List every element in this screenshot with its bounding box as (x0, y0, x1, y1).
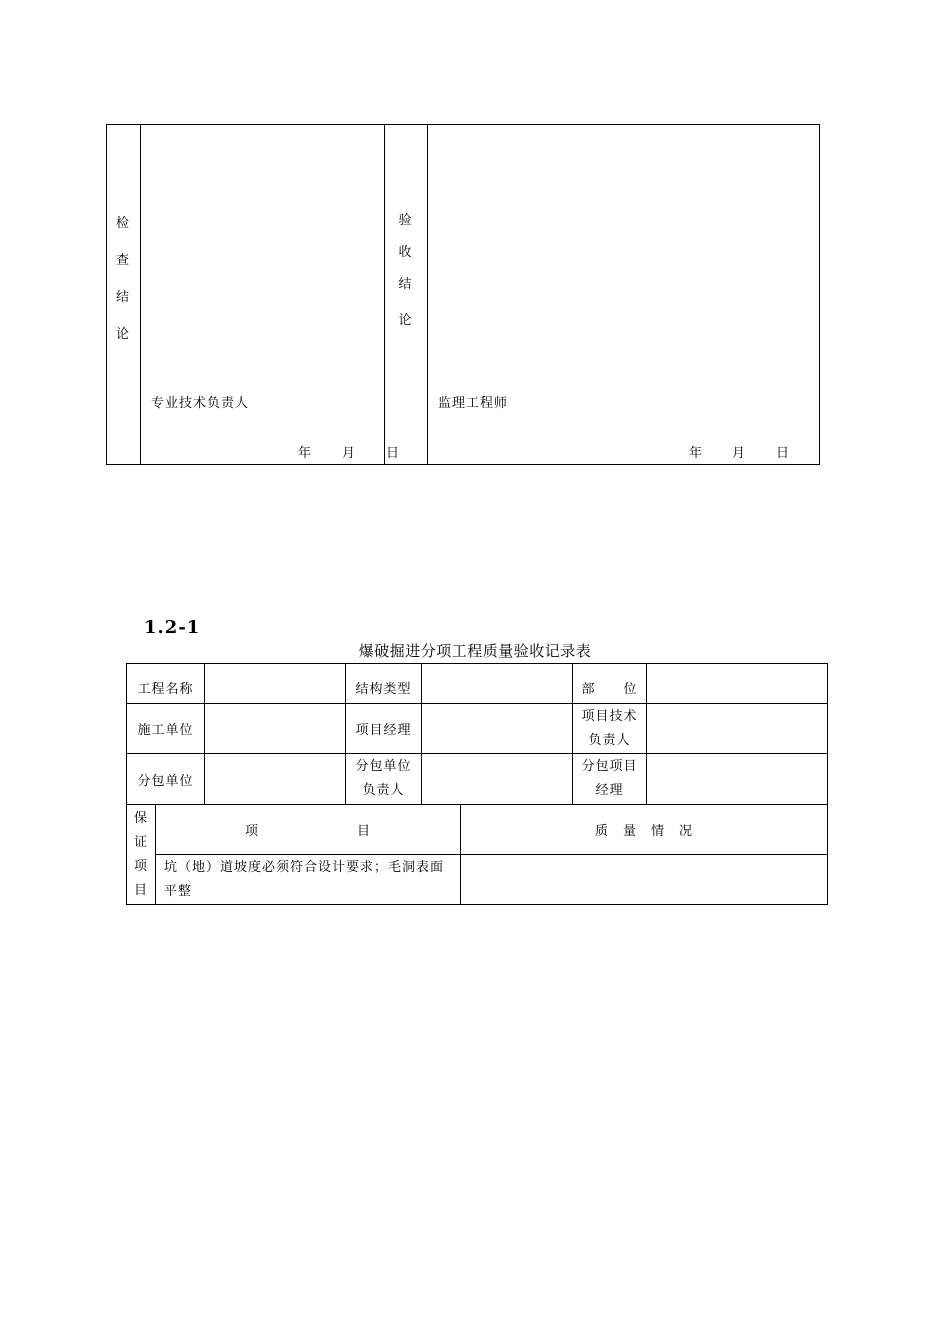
acceptance-conclusion-cell[interactable] (428, 125, 820, 465)
section-number: 1.2-1 (144, 617, 201, 638)
label-char: 保 (133, 810, 148, 826)
date-month-label: 月 (732, 446, 748, 461)
tech-lead-label-line2: 负责人 (588, 732, 631, 748)
tech-lead-label-line1: 项目技术 (581, 708, 638, 724)
subcontract-lead-label-line1: 分包单位 (355, 759, 412, 774)
subcontract-lead-value[interactable] (422, 754, 573, 805)
project-name-value[interactable] (205, 664, 346, 704)
tech-lead-label (573, 704, 647, 754)
date-year-label: 年 (298, 446, 314, 461)
guarantee-item-1-line2: 平整 (164, 883, 193, 899)
item-column-header: 项 目 (156, 805, 461, 855)
label-char: 结 (398, 277, 414, 292)
label-char: 查 (115, 253, 131, 268)
label-char: 证 (133, 834, 148, 850)
label-char: 结 (115, 290, 131, 305)
guarantee-item-1-line1: 坑（地）道坡度必须符合设计要求；毛洞表面 (164, 859, 445, 875)
label-char: 论 (115, 327, 131, 342)
acceptance-record-table (126, 663, 828, 905)
project-name-label: 工程名称 (127, 664, 205, 704)
subcontract-lead-label (346, 754, 422, 805)
label-char: 验 (398, 213, 414, 228)
construction-unit-label: 施工单位 (127, 704, 205, 754)
inspection-conclusion-table (106, 124, 820, 465)
check-conclusion-cell[interactable] (141, 125, 402, 465)
part-value[interactable] (647, 664, 828, 704)
guarantee-item-1 (156, 855, 461, 905)
quality-column-header: 质 量 情 况 (461, 805, 828, 855)
subcontract-manager-label (573, 754, 647, 805)
tech-lead-signature-label: 专业技术负责人 (151, 396, 250, 411)
part-label: 部 位 (573, 664, 647, 704)
label-char: 收 (398, 245, 414, 260)
guarantee-item-1-quality[interactable] (461, 855, 828, 905)
subcontract-unit-value[interactable] (205, 754, 346, 805)
check-conclusion-label (107, 125, 141, 465)
project-manager-label: 项目经理 (346, 704, 422, 754)
guarantee-items-label (127, 805, 156, 905)
date-month-label: 月 (342, 446, 358, 461)
date-year-label: 年 (689, 446, 705, 461)
construction-unit-value[interactable] (205, 704, 346, 754)
date-day-label: 日 (776, 446, 792, 461)
subcontract-lead-label-line2: 负责人 (362, 783, 405, 798)
structure-type-value[interactable] (422, 664, 573, 704)
label-char: 项 (133, 858, 148, 874)
label-char: 目 (133, 882, 148, 898)
form-title: 爆破掘进分项工程质量验收记录表 (358, 642, 592, 660)
subcontract-manager-value[interactable] (647, 754, 828, 805)
project-manager-value[interactable] (422, 704, 573, 754)
structure-type-label: 结构类型 (346, 664, 422, 704)
date-day-label: 日 (386, 446, 402, 461)
label-char: 检 (115, 216, 131, 231)
subcontract-manager-label-line1: 分包项目 (581, 759, 638, 774)
supervisor-signature-label: 监理工程师 (438, 396, 509, 411)
label-char: 论 (398, 313, 414, 328)
tech-lead-value[interactable] (647, 704, 828, 754)
acceptance-conclusion-label (385, 125, 428, 465)
subcontract-unit-label: 分包单位 (127, 754, 205, 805)
subcontract-manager-label-line2: 经理 (595, 783, 624, 798)
